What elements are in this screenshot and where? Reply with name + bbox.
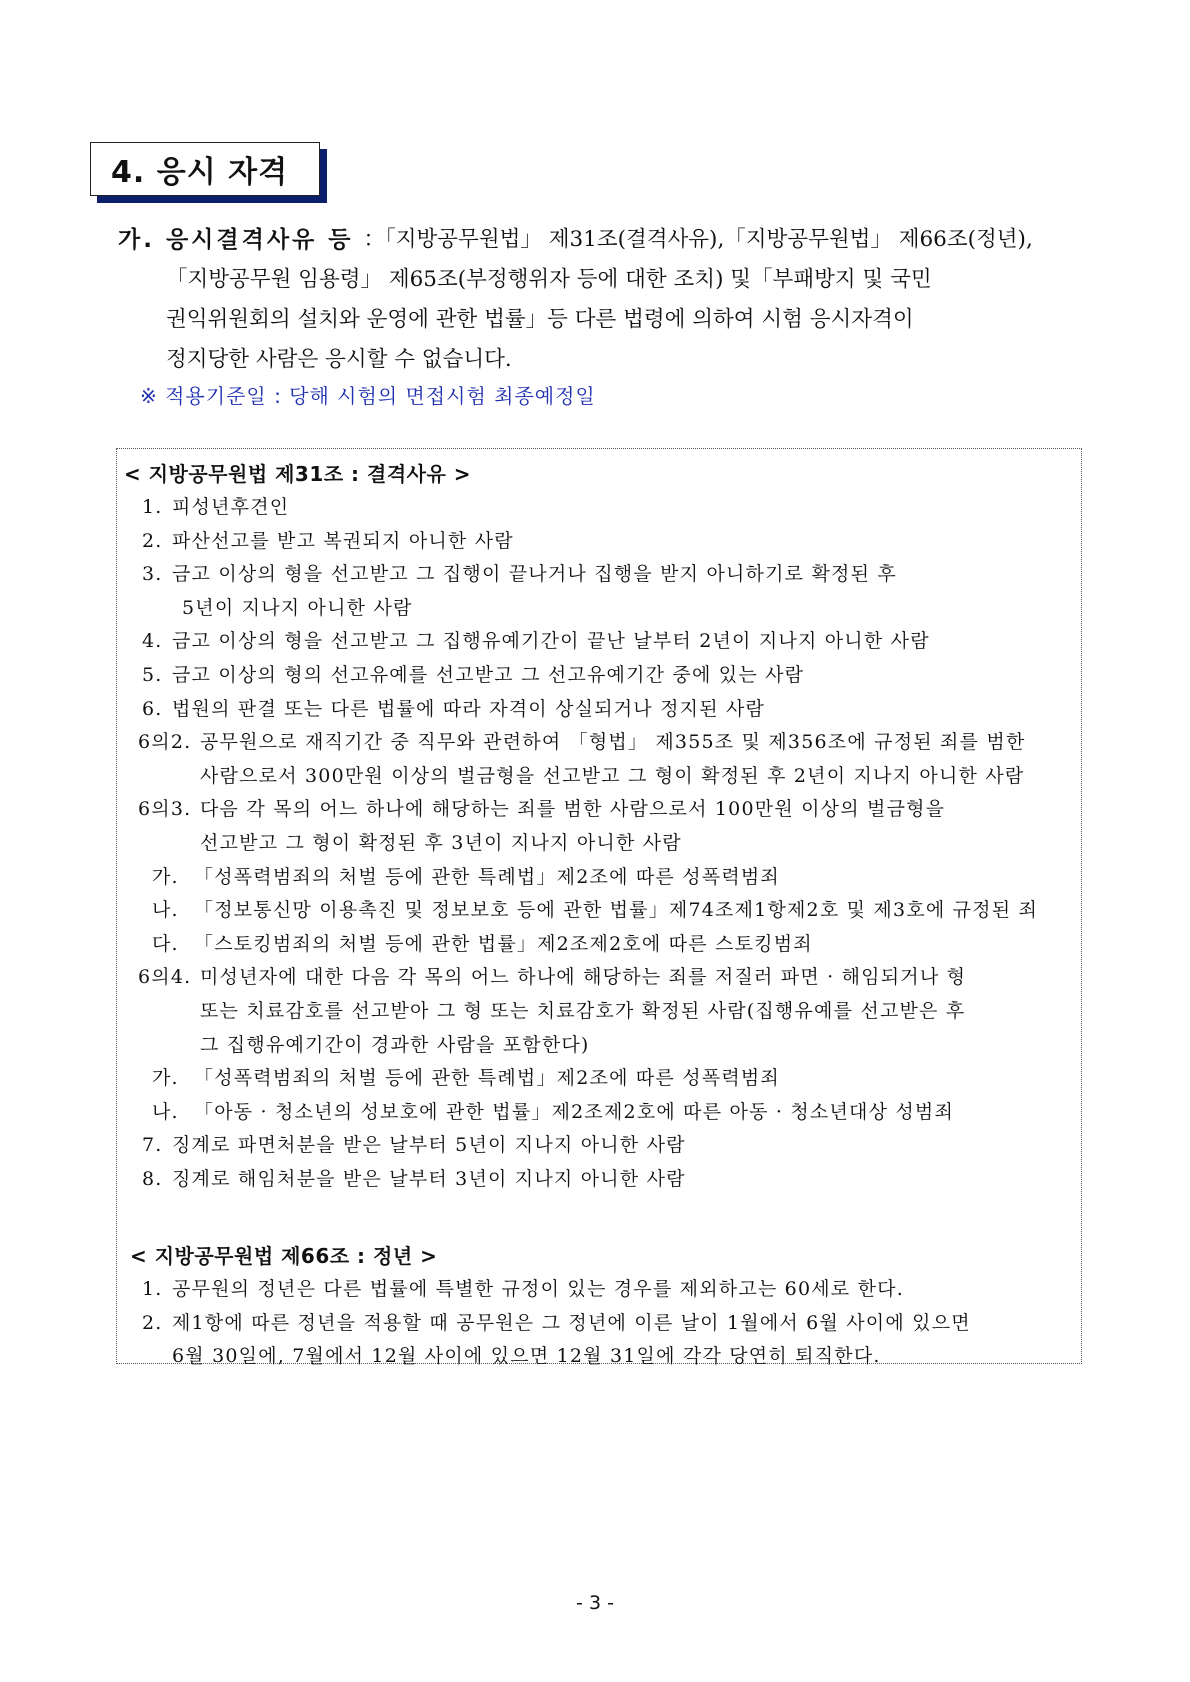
law-item xyxy=(138,761,1024,788)
law-item xyxy=(142,660,804,687)
law-item-text: 「성폭력범죄의 처벌 등에 관한 특례법」제2조에 따른 성폭력범죄 xyxy=(194,1067,780,1090)
law-item xyxy=(138,996,965,1023)
law-item xyxy=(142,492,289,519)
law-item xyxy=(152,1063,780,1090)
law-item xyxy=(142,626,930,653)
law-item xyxy=(138,1030,590,1057)
law-item-number: 8. xyxy=(142,1168,163,1190)
paragraph-line-3: 권익위원회의 설치와 운영에 관한 법률」등 다른 법령에 의하여 시험 응시자격이 xyxy=(166,307,914,332)
law-item-text: 징계로 해임처분을 받은 날부터 3년이 지나지 아니한 사람 xyxy=(172,1168,686,1190)
law-item-text: 법원의 판결 또는 다른 법률에 따라 자격이 상실되거나 정지된 사람 xyxy=(172,697,766,720)
reference-date-note: ※ 적용기준일 : 당해 시험의 면접시험 최종예정일 xyxy=(140,384,596,408)
law-heading: < 지방공무원법 제31조 : 결격사유 > xyxy=(124,462,471,486)
law-item-text: 피성년후견인 xyxy=(172,496,290,518)
law-item xyxy=(152,929,813,956)
law-item-number: 2. xyxy=(142,529,163,552)
law-item-number: 7. xyxy=(142,1134,163,1157)
law-item-text: 그 집행유예기간이 경과한 사람을 포함한다) xyxy=(200,1033,590,1056)
law-item xyxy=(152,895,1038,922)
law-item xyxy=(152,862,780,889)
law-item-text: 미성년자에 대한 다음 각 목의 어느 하나에 해당하는 죄를 저질러 파면 · 해임되거나 형 xyxy=(200,966,967,989)
law-item-number: 6의4. xyxy=(138,966,192,989)
law-item-text: 파산선고를 받고 복권되지 아니한 사람 xyxy=(172,529,514,552)
law-item-text: 「성폭력범죄의 처벌 등에 관한 특례법」제2조에 따른 성폭력범죄 xyxy=(194,865,780,888)
law-heading: < 지방공무원법 제66조 : 정년 > xyxy=(130,1244,438,1268)
law-item-number: 1. xyxy=(142,496,163,518)
law-item-text: 선고받고 그 형이 확정된 후 3년이 지나지 아니한 사람 xyxy=(200,832,682,854)
law-item-text: 다음 각 목의 어느 하나에 해당하는 죄를 범한 사람으로서 100만원 이상의 벌금형을 xyxy=(200,798,946,821)
law-item-text: 5년이 지나지 아니한 사람 xyxy=(182,596,413,619)
law-item xyxy=(138,828,682,855)
section-title: 4. 응시 자격 xyxy=(111,155,289,190)
law-item-number: 3. xyxy=(142,563,163,586)
paragraph-line-2: 「지방공무원 임용령」 제65조(부정행위자 등에 대한 조치) 및「부패방지 및 국민 xyxy=(166,267,932,292)
law-item-text: 사람으로서 300만원 이상의 벌금형을 선고받고 그 형이 확정된 후 2년이 지나지 아니한 사람 xyxy=(200,764,1025,787)
law-item-text: 6월 30일에, 7월에서 12월 사이에 있으면 12월 31일에 각각 당연히 퇴직한다. xyxy=(172,1345,881,1368)
law-item-text: 「아동 · 청소년의 성보호에 관한 법률」제2조제2호에 따른 아동 · 청소년대상 성범죄 xyxy=(194,1100,955,1123)
law-item xyxy=(142,1341,881,1368)
law-item-number: 1. xyxy=(142,1278,163,1300)
law-item-text: 금고 이상의 형의 선고유예를 선고받고 그 선고유예기간 중에 있는 사람 xyxy=(172,664,805,686)
law-item-text: 공무원으로 재직기간 중 직무와 관련하여 「형법」 제355조 및 제356조에 규정된 죄를 범한 xyxy=(200,731,1026,754)
law-item-number: 나. xyxy=(152,1100,179,1123)
law-item xyxy=(142,593,413,620)
law-item-number: 나. xyxy=(152,899,179,922)
section-heading-box xyxy=(90,142,320,196)
paragraph-line-1 xyxy=(118,220,1108,260)
law-item-number: 6의3. xyxy=(138,798,192,821)
law-item xyxy=(142,559,897,586)
law-item xyxy=(138,727,1026,754)
law-item-text: 징계로 파면처분을 받은 날부터 5년이 지나지 아니한 사람 xyxy=(172,1134,686,1157)
law-item xyxy=(138,794,945,821)
law-item-number: 가. xyxy=(152,865,179,888)
law-item xyxy=(138,962,966,989)
law-item-number: 가. xyxy=(152,1067,179,1090)
law-item-number: 4. xyxy=(142,630,163,653)
law-item-number: 2. xyxy=(142,1311,163,1334)
law-item-text: 공무원의 정년은 다른 법률에 특별한 규정이 있는 경우를 제외하고는 60세로 한다. xyxy=(172,1278,904,1300)
law-item xyxy=(142,694,765,721)
paragraph-line-1-text: ：「지방공무원법」 제31조(결격사유),「지방공무원법」 제66조(정년), xyxy=(363,227,1033,252)
paragraph-lead: 가. 응시결격사유 등 xyxy=(118,227,354,253)
paragraph-line-4: 정지당한 사람은 응시할 수 없습니다. xyxy=(166,347,512,372)
law-item-number: 다. xyxy=(152,932,179,955)
law-item xyxy=(152,1097,954,1124)
law-item-text: 「스토킹범죄의 처벌 등에 관한 법률」제2조제2호에 따른 스토킹범죄 xyxy=(194,932,813,955)
page-number: - 3 - xyxy=(576,1592,614,1614)
law-item-number: 6. xyxy=(142,697,163,720)
law-item-number: 5. xyxy=(142,664,163,686)
law-item xyxy=(142,1274,904,1301)
law-item-number: 6의2. xyxy=(138,731,192,754)
law-item-text: 「정보통신망 이용촉진 및 정보보호 등에 관한 법률」제74조제1항제2호 및 제3호에 규정된 죄 xyxy=(194,899,1039,922)
eligibility-paragraph xyxy=(118,220,1108,380)
law-item xyxy=(142,1164,686,1191)
law-item-text: 또는 치료감호를 선고받아 그 형 또는 치료감호가 확정된 사람(집행유예를 선고받은 후 xyxy=(200,1000,966,1022)
law-item xyxy=(142,1308,971,1335)
law-item-text: 금고 이상의 형을 선고받고 그 집행유예기간이 끝난 날부터 2년이 지나지 아니한 사람 xyxy=(172,630,930,653)
law-item-text: 금고 이상의 형을 선고받고 그 집행이 끝나거나 집행을 받지 아니하기로 확정된 후 xyxy=(172,563,897,586)
law-item xyxy=(142,1130,686,1157)
law-item xyxy=(142,526,514,553)
law-item-text: 제1항에 따른 정년을 적용할 때 공무원은 그 정년에 이른 날이 1월에서 6월 사이에 있으면 xyxy=(172,1311,971,1334)
